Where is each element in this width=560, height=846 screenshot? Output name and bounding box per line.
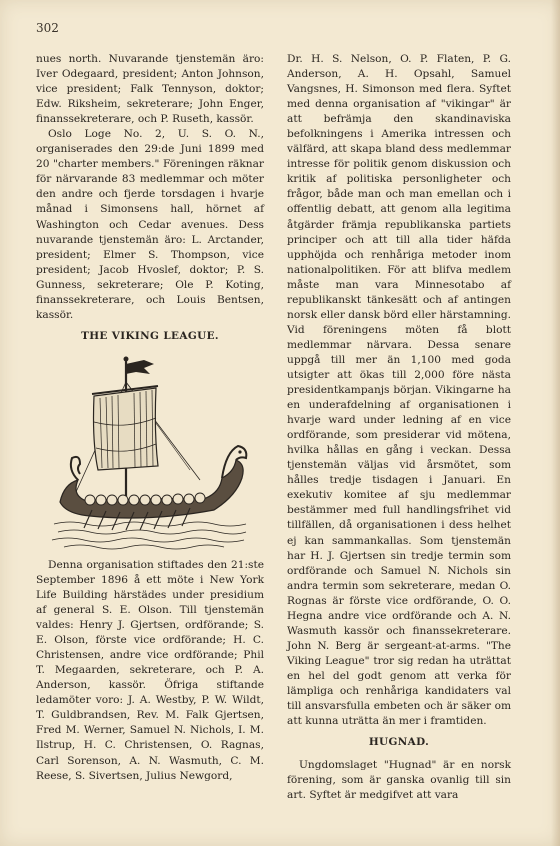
left-paragraph-viking-league: Denna organisation stiftades den 21:ste September 1896 å ett möte i New York Life Building härstädes under presidium af general S. E. Olson. Till tjenstemän valdes: Henry J. Gjertsen, ordförande; S. E. Olson, förste vice ordförande; H. C. Christensen, andre vice ordförande; Phil T. Megaarden, sekreterare, och P. A. Anderson, kassör. Öfriga stiftande ledamöter voro: J. A. Westby, P. W. Wildt, T. Guldbrandsen, Rev. M. Falk Gjertsen, Fred M. Werner, Samuel N. Nichols, I. M. Ilstrup, H. C. Christensen, O. Ragnas, Carl Sorenson, A. N. Wasmuth, C. M. Reese, S. Sivertsen, Julius Newgord, bbox=[36, 558, 264, 782]
viking-ship-icon bbox=[50, 352, 250, 550]
page-edge-shading bbox=[551, 0, 560, 846]
section-heading-hugnad: HUGNAD. bbox=[368, 736, 430, 749]
left-column bbox=[36, 52, 264, 784]
page-number: 302 bbox=[36, 21, 59, 35]
right-paragraph-hugnad: Ungdomslaget "Hugnad" är en norsk förening, som är ganska ovanlig till sin art. Syftet är medgifvet att vara bbox=[287, 759, 511, 802]
left-paragraph-oslo-loge: Oslo Loge No. 2, U. S. O. N., organiserades den 29:de Juni 1899 med 20 "charter members." Föreningen räknar för närvarande 83 medlemmar och möter den andre och fjerde torsdagen i hvarje månad i Simonsens hall, hörnet af Washington och Cedar avenues. Dess nuvarande tjenstemän äro: L. Arctander, president; Elmer S. Thompson, vice president; Jacob Hvoslef, doktor; P. S. Gunness, sekreterare; Ole P. Koting, finanssekreterare, och Louis Bentsen, kassör. bbox=[36, 128, 264, 321]
right-paragraph-viking-league-continued: Dr. H. S. Nelson, O. P. Flaten, P. G. Anderson, A. H. Opsahl, Samuel Vangsnes, H. Simonson med flera. Syftet med denna organisation af "vikingar" är att befrämja den skandinaviska befolkningens i Amerika intressen och välfärd, att skapa bland dess medlemmar intresse för politik genom diskussion och kritik af politiska personligheter och frågor, både man och man emellan och i offentlig debatt, att genom alla legitima åtgärder främja republikanska partiets principer och att till alla tider häfda upphöjda och renhåriga metoder inom nationalpolitiken. För att blifva medlem måste man vara Minnesotabo af republikanskt tänkesätt och af antingen norsk eller dansk börd eller härstamning. Vid föreningens möten få blott medlemmar närvara. Dessa senare uppgå till mer än 1,100 med goda utsigter att ökas till 2,000 före nästa presidentkampanjs början. Vikingarne ha en underafdelning af organisationen i hvarje ward under ledning af en vice ordförande, som presiderar vid mötena, hvilka hållas en gång i veckan. Dessa tjenstemän väljas vid årsmötet, som hålles tredje tisdagen i Januari. En exekutiv komitee af sju medlemmar bestämmer med full handlingsfrihet vid tillfällen, då organisationen i dess helhet ej kan sammankallas. Som tjenstemän har H. J. Gjertsen sin tredje termin som ordförande och Samuel N. Nichols sin andra termin som sekreterare, medan O. Rognas är förste vice ordförande, O. O. Hegna andre vice ordförande och A. N. Wasmuth kassör och finanssekreterare. John N. Berg är sergeant-at-arms. "The Viking League" tror sig redan ha uträttat en hel del godt genom att verka för lämpliga och renhåriga kandidaters val till ansvarsfulla embeten och är säker om att kunna uträtta än mer i framtiden. bbox=[287, 53, 511, 728]
left-paragraph-continuation: nues north. Nuvarande tjenstemän äro: Iver Odegaard, president; Anton Johnson, vice president; Falk Tennyson, doktor; Edw. Riksheim, sekreterare; John Enger, finanssekreterare, och P. Ruseth, kassör. bbox=[36, 53, 264, 126]
right-column bbox=[287, 52, 511, 803]
section-heading-viking-league: THE VIKING LEAGUE. bbox=[81, 329, 219, 342]
